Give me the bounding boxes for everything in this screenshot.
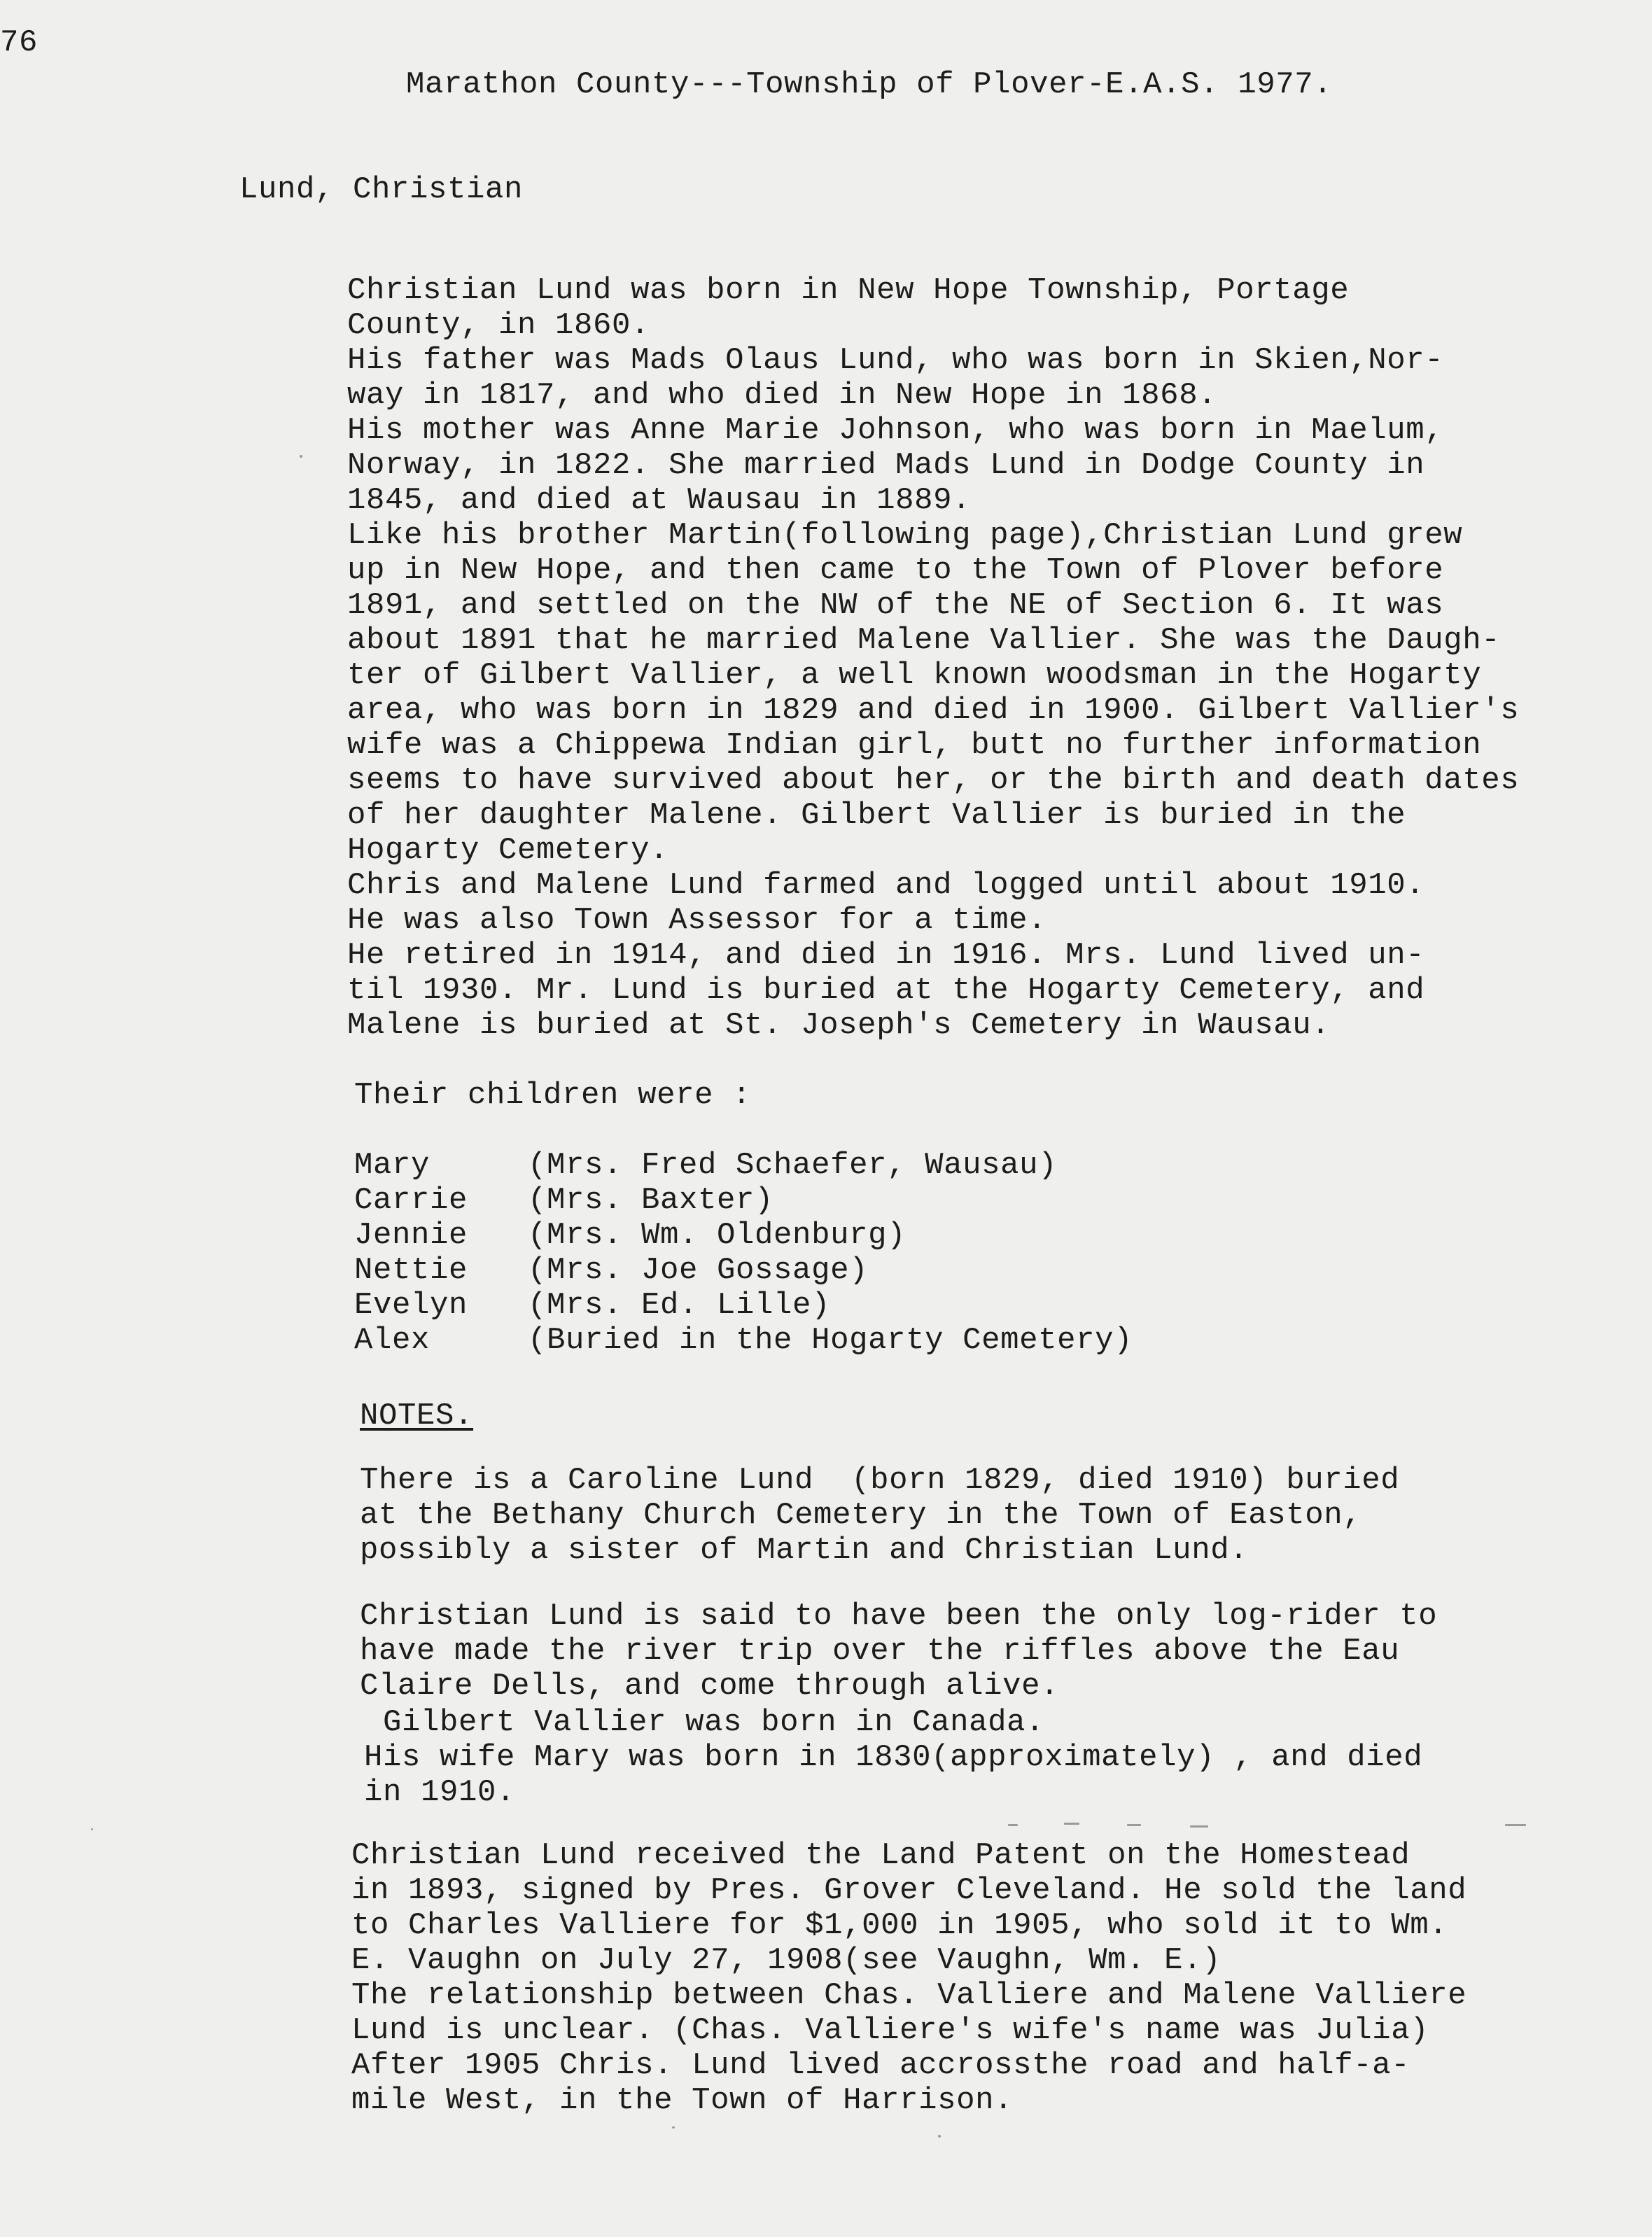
text-line: Like his brother Martin(following page),Christian Lund grew — [347, 518, 1463, 553]
text-line: possibly a sister of Martin and Christian Lund. — [360, 1533, 1249, 1568]
scan-speck — [1127, 1824, 1141, 1826]
text-line: 1845, and died at Wausau in 1889. — [347, 483, 972, 518]
text-line: mile West, in the Town of Harrison. — [351, 2083, 1014, 2118]
text-line: ter of Gilbert Vallier, a well known woodsman in the Hogarty — [347, 658, 1482, 693]
child-spouse-detail: (Mrs. Baxter) — [528, 1183, 774, 1218]
text-line: He retired in 1914, and died in 1916. Mrs. Lund lived un- — [347, 938, 1425, 973]
child-spouse-detail: (Mrs. Ed. Lille) — [528, 1288, 831, 1323]
text-line: Christian Lund is said to have been the only log-rider to — [360, 1599, 1438, 1634]
scan-speck — [1505, 1824, 1526, 1826]
children-intro: Their children were : — [354, 1078, 752, 1113]
note-log-rider — [360, 1599, 1437, 1704]
text-line: Claire Dells, and come through alive. — [360, 1669, 1060, 1704]
subject-name: Lund, Christian — [239, 172, 524, 207]
page-number: 76 — [0, 25, 38, 60]
notes-heading: NOTES. — [360, 1398, 474, 1433]
text-line: E. Vaughn on July 27, 1908(see Vaughn, Wm. E.) — [351, 1943, 1222, 1978]
text-line: way in 1817, and who died in New Hope in 1868. — [347, 378, 1217, 413]
child-name: Nettie — [354, 1253, 468, 1288]
text-line: of her daughter Malene. Gilbert Vallier is buried in the — [347, 798, 1406, 833]
child-name: Mary — [354, 1148, 430, 1183]
text-line: He was also Town Assessor for a time. — [347, 903, 1047, 938]
text-line: His wife Mary was born in 1830(approximately) , and died — [364, 1740, 1423, 1775]
text-line: in 1910. — [364, 1775, 516, 1810]
scan-speck — [672, 2126, 675, 2129]
scan-speck — [1190, 1825, 1208, 1828]
text-line: Christian Lund received the Land Patent on the Homestead — [351, 1838, 1410, 1873]
land-patent-section — [351, 1838, 1466, 2118]
scan-speck — [91, 1828, 93, 1830]
child-spouse-detail: (Buried in the Hogarty Cemetery) — [528, 1323, 1133, 1358]
text-line: Christian Lund was born in New Hope Township, Portage — [347, 273, 1350, 308]
biography-section — [347, 273, 1519, 1043]
text-line: The relationship between Chas. Valliere and Malene Valliere — [351, 1978, 1467, 2013]
text-line: about 1891 that he married Malene Vallier. She was the Daugh- — [347, 623, 1501, 658]
text-line: wife was a Chippewa Indian girl, butt no further information — [347, 728, 1482, 763]
text-line: Lund is unclear. (Chas. Valliere's wife's name was Julia) — [351, 2013, 1429, 2048]
scan-speck — [300, 455, 302, 458]
text-line: area, who was born in 1829 and died in 1900. Gilbert Vallier's — [347, 693, 1520, 728]
text-line: Hogarty Cemetery. — [347, 833, 669, 868]
child-name: Jennie — [354, 1218, 468, 1253]
text-line: Norway, in 1822. She married Mads Lund in Dodge County in — [347, 448, 1425, 483]
child-name: Carrie — [354, 1183, 468, 1218]
text-line: have made the river trip over the riffles above the Eau — [360, 1634, 1400, 1669]
child-spouse-detail: (Mrs. Wm. Oldenburg) — [528, 1218, 906, 1253]
note-gilbert-vallier — [364, 1705, 1422, 1810]
page-header: Marathon County---Township of Plover-E.A.S. 1977. — [406, 67, 1333, 102]
child-name: Evelyn — [354, 1288, 468, 1323]
text-line: in 1893, signed by Pres. Grover Cleveland. He sold the land — [351, 1873, 1467, 1908]
text-line: at the Bethany Church Cemetery in the Town of Easton, — [360, 1498, 1362, 1533]
child-name: Alex — [354, 1323, 430, 1358]
text-line: til 1930. Mr. Lund is buried at the Hogarty Cemetery, and — [347, 973, 1425, 1008]
text-line: 1891, and settled on the NW of the NE of Section 6. It was — [347, 588, 1444, 623]
text-line: Gilbert Vallier was born in Canada. — [364, 1705, 1045, 1740]
text-line: Chris and Malene Lund farmed and logged until about 1910. — [347, 868, 1425, 903]
scan-speck — [938, 2135, 941, 2138]
note-caroline-lund — [360, 1463, 1399, 1568]
text-line: to Charles Valliere for $1,000 in 1905, who sold it to Wm. — [351, 1908, 1448, 1943]
child-spouse-detail: (Mrs. Joe Gossage) — [528, 1253, 869, 1288]
text-line: Malene is buried at St. Joseph's Cemetery in Wausau. — [347, 1008, 1331, 1043]
child-spouse-detail: (Mrs. Fred Schaefer, Wausau) — [528, 1148, 1058, 1183]
text-line: seems to have survived about her, or the birth and death dates — [347, 763, 1520, 798]
text-line: His father was Mads Olaus Lund, who was born in Skien,Nor- — [347, 343, 1444, 378]
text-line: up in New Hope, and then came to the Town of Plover before — [347, 553, 1444, 588]
text-line: After 1905 Chris. Lund lived accrossthe road and half-a- — [351, 2048, 1410, 2083]
text-line: There is a Caroline Lund (born 1829, died 1910) buried — [360, 1463, 1400, 1498]
text-line: County, in 1860. — [347, 308, 650, 343]
text-line: His mother was Anne Marie Johnson, who was born in Maelum, — [347, 413, 1444, 448]
scan-speck — [1064, 1823, 1079, 1825]
scan-speck — [1008, 1824, 1018, 1826]
